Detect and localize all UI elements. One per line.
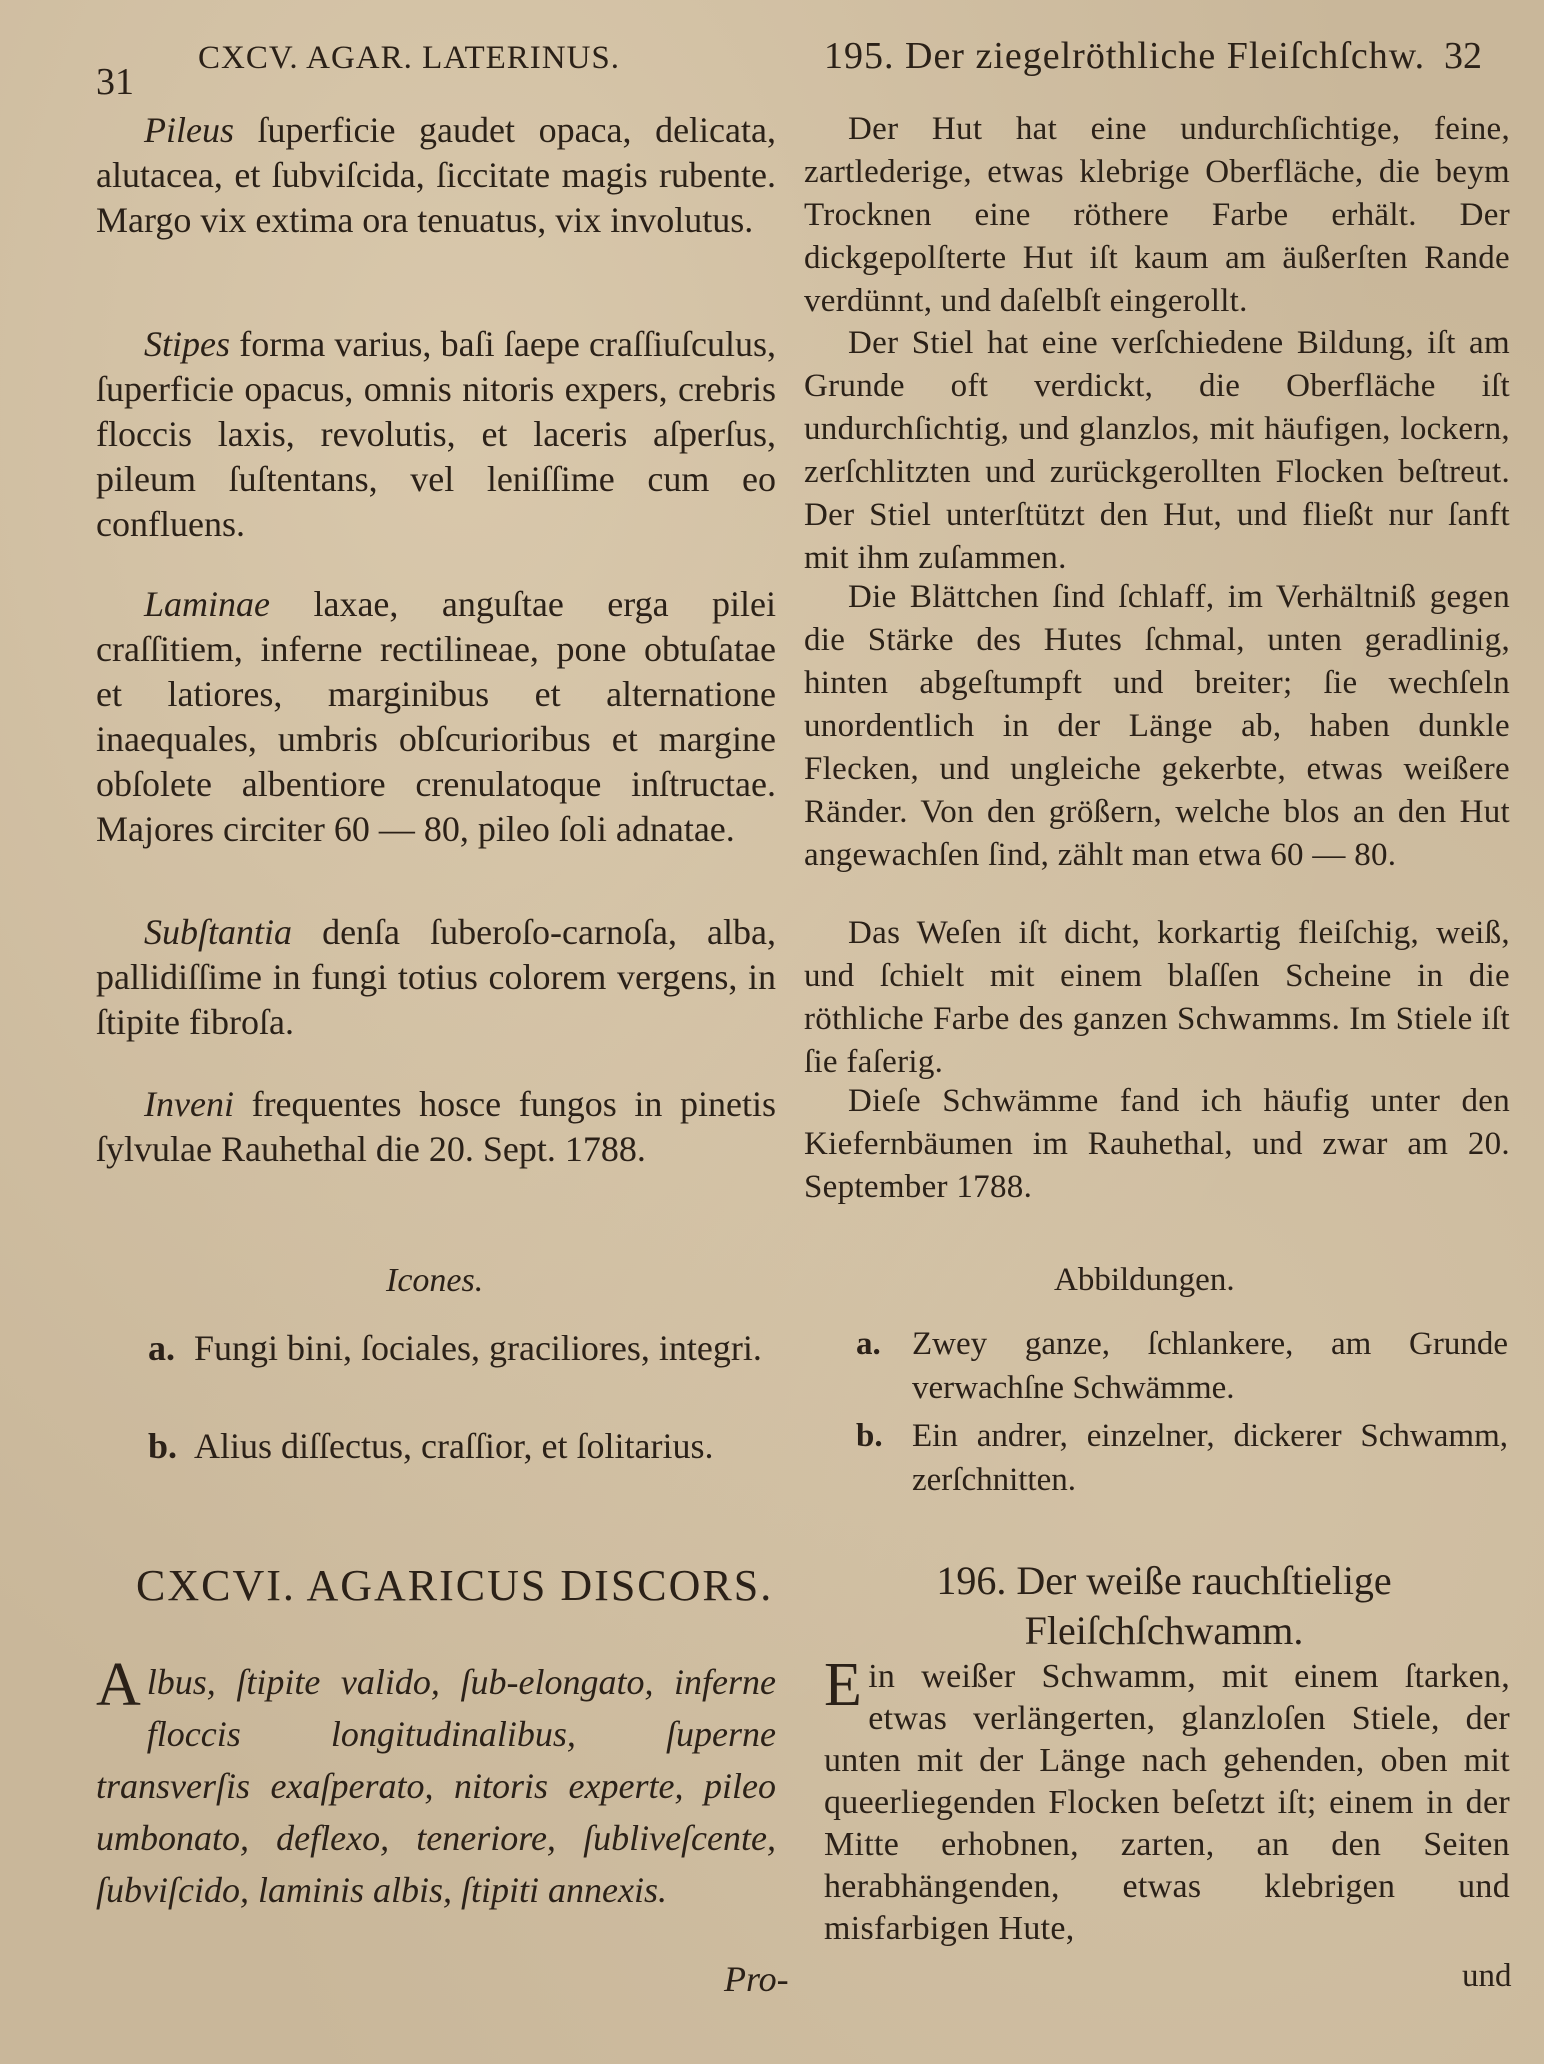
paragraph-text: forma varius, baſi ſaepe craſſiuſculus, ſuperficie opacus, omnis nitoris expers, crebris floccis laxis, revolutis, et laceris aſperſus, pileum ſuſtentans, vel leniſſime cum eo confluens. bbox=[96, 324, 776, 544]
paragraph-substantia bbox=[96, 910, 776, 1045]
paragraph-stiel bbox=[804, 322, 1510, 580]
paragraph-label: Das Weſen bbox=[848, 915, 1002, 951]
paragraph-text: ich häufig unter den Kiefernbäumen im Rauhethal, und zwar am 20. September 1788. bbox=[804, 1083, 1510, 1205]
description-text: lbus, ſtipite valido, ſub-elongato, inferne floccis longitudinalibus, ſuperne transverſis exaſperato, nitoris experte, pileo umbonato, deflexo, teneriore, ſubliveſcente, ſubviſcido, laminis albis, ſtipiti annexis. bbox=[96, 1662, 776, 1910]
paragraph-label: Pileus bbox=[144, 110, 234, 150]
paragraph-text: frequentes hosce fungos in pinetis ſylvulae Rauhethal die 20. Sept. 1788. bbox=[96, 1084, 776, 1169]
paragraph-laminae bbox=[96, 582, 776, 852]
paragraph-stipes bbox=[96, 322, 776, 547]
paragraph-label: Der Stiel bbox=[848, 325, 974, 361]
icon-text: Alius diſſectus, craſſior, et ſolitarius. bbox=[194, 1426, 714, 1466]
section-heading-right: 196. Der weiße rauchſtielige Fleiſchſchwamm. bbox=[936, 1558, 1392, 1653]
figure-key: a. bbox=[856, 1326, 881, 1362]
icons-title-left: Icones. bbox=[386, 1262, 484, 1299]
drop-cap: E bbox=[824, 1651, 863, 1719]
running-head-left: CXCV. AGAR. LATERINUS. bbox=[198, 40, 621, 76]
icon-key: b. bbox=[148, 1426, 178, 1466]
paragraph-pileus bbox=[96, 108, 776, 243]
running-head-right: 195. Der ziegelröthliche Fleiſchſchw. bbox=[824, 35, 1426, 77]
paragraph-label: Laminae bbox=[144, 584, 270, 624]
paragraph-inveni bbox=[96, 1082, 776, 1172]
paragraph-text: laxae, anguſtae erga pilei craſſitiem, inferne rectilineae, pone obtuſatae et latiores, marginibus et alternatione inaequales, umbris obſcurioribus et margine obſolete albentiore crenulatoque inſtructae. Majores circiter 60 — 80, pileo ſoli adnatae. bbox=[96, 584, 776, 849]
paragraph-hut bbox=[804, 108, 1510, 323]
paragraph-text: ſind ſchlaff, im Verhältniß gegen die Stärke des Hutes ſchmal, unten geradlinig, hinten abgeſtumpft und breiter; ſie wechſeln unordentlich in der Länge ab, haben dunkle Flecken, und ungleiche gekerbte, etwas weißere Ränder. Von den größern, welche blos an den Hut angewachſen ſind, zählt man etwa 60 — 80. bbox=[804, 579, 1510, 873]
paragraph-label: Die Blättchen bbox=[848, 579, 1040, 615]
drop-cap: A bbox=[96, 1651, 141, 1719]
paragraph-label: Der Hut bbox=[848, 111, 983, 147]
icons-title-right: Abbildungen. bbox=[1054, 1262, 1235, 1298]
figure-item-b bbox=[856, 1414, 1510, 1514]
paragraph-text: denſa ſuberoſo-carnoſa, alba, pallidiſſime in fungi totius colorem vergens, in ſtipite fibroſa. bbox=[96, 912, 776, 1042]
paragraph-blaettchen bbox=[804, 576, 1510, 877]
figure-text: Ein andrer, einzelner, dickerer Schwamm, zerſchnitten. bbox=[912, 1418, 1508, 1498]
page-number-right: 32 bbox=[1444, 35, 1482, 77]
paragraph-text: hat eine undurchſichtige, feine, zartlederige, etwas klebrige Oberfläche, die beym Trocknen eine röthere Farbe erhält. Der dickgepolſterte Hut iſt kaum am äußerſten Rande verdünnt, und daſelbſt eingerollt. bbox=[804, 111, 1510, 319]
paragraph-label: Dieſe Schwämme fand bbox=[848, 1083, 1180, 1119]
catchword-right: und bbox=[1462, 1958, 1512, 1994]
section-heading-left: CXCVI. AGARICUS DISCORS. bbox=[136, 1561, 774, 1610]
figure-item-a bbox=[856, 1322, 1510, 1422]
paragraph-wesen bbox=[804, 912, 1510, 1084]
paragraph-text: iſt dicht, korkartig fleiſchig, weiß, und ſchielt mit einem blaſſen Scheine in die röthliche Farbe des ganzen Schwamms. Im Stiele iſt ſie faſerig. bbox=[804, 915, 1510, 1080]
icon-item-a bbox=[148, 1324, 776, 1424]
figure-key: b. bbox=[856, 1418, 883, 1454]
paragraph-label: Inveni bbox=[144, 1084, 234, 1124]
paragraph-text: ſuperficie gaudet opaca, delicata, alutacea, et ſubviſcida, ſiccitate magis rubente. Margo vix extima ora tenuatus, vix involutus. bbox=[96, 110, 776, 240]
paragraph-fund bbox=[804, 1080, 1510, 1209]
paragraph-label: Stipes bbox=[144, 324, 230, 364]
catchword-left: Pro- bbox=[724, 1959, 789, 1999]
description-text: in weißer Schwamm, mit einem ſtarken, etwas verlängerten, glanzloſen Stiele, der unten mit der Länge nach gehenden, oben mit queerliegenden Flocken beſetzt iſt; einem in der Mitte erhobnen, zarten, an den Seiten herabhängenden, etwas klebrigen und misfarbigen Hute, bbox=[824, 1658, 1510, 1947]
icon-item-b bbox=[148, 1422, 776, 1522]
icon-key: a. bbox=[148, 1328, 175, 1368]
species-description-right bbox=[824, 1651, 1510, 1950]
page-number-left: 31 bbox=[96, 61, 134, 103]
figure-text: Zwey ganze, ſchlankere, am Grunde verwachſne Schwämme. bbox=[912, 1326, 1508, 1406]
paragraph-label: Subſtantia bbox=[144, 912, 293, 952]
paragraph-text: hat eine verſchiedene Bildung, iſt am Grunde oft verdickt, die Oberfläche iſt undurchſichtig, und glanzlos, mit häufigen, lockern, zerſchlitzten und zurückgerollten Flocken beſtreut. Der Stiel unterſtützt den Hut, und fließt nur ſanft mit ihm zuſammen. bbox=[804, 325, 1510, 576]
species-description-left bbox=[96, 1651, 776, 1916]
icon-text: Fungi bini, ſociales, graciliores, integri. bbox=[194, 1328, 762, 1368]
